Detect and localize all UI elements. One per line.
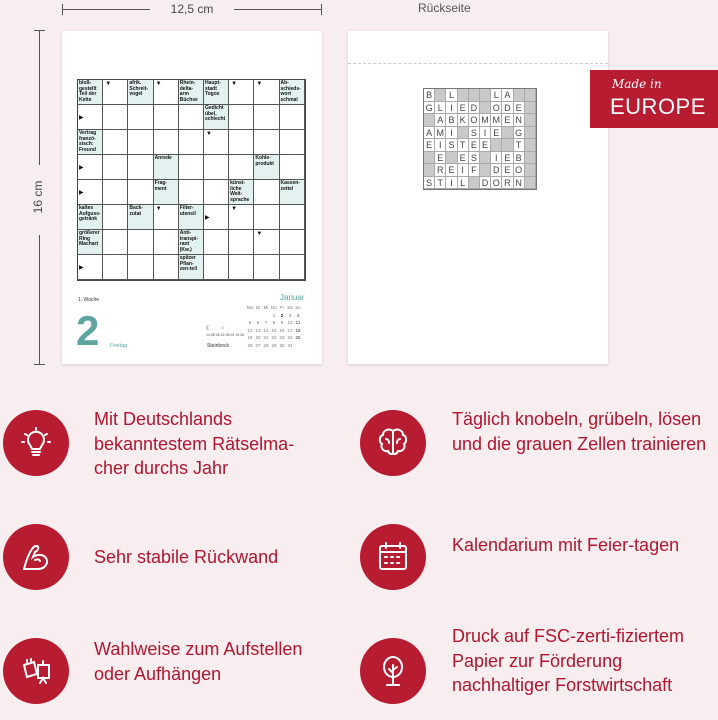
- crossword-cell: [254, 80, 279, 105]
- solution-cell: I: [458, 164, 469, 177]
- solution-cell: [502, 127, 513, 140]
- month-label: Januar: [280, 293, 305, 302]
- arrow-right-icon: ▶: [79, 190, 84, 196]
- calendar-icon: [360, 524, 426, 590]
- crossword-cell: [204, 255, 229, 280]
- solution-cell: R: [435, 164, 446, 177]
- calendar-day: 29: [271, 342, 277, 348]
- crossword-cell: [254, 205, 279, 230]
- solution-cell: [469, 177, 480, 190]
- crossword-cell: [128, 105, 153, 130]
- badge-europe: EUROPE: [610, 94, 706, 119]
- arrow-right-icon: ▶: [79, 115, 84, 121]
- calendar-day: 25: [295, 335, 301, 340]
- crossword-cell: [254, 180, 279, 205]
- calendar-day: 1: [272, 312, 276, 318]
- solution-cell: [525, 139, 536, 152]
- solution-cell: S: [469, 127, 480, 140]
- crossword-cell: [280, 230, 305, 255]
- solution-cell: I: [480, 127, 491, 140]
- solution-cell: [525, 114, 536, 127]
- calendar-day: 4: [296, 312, 300, 318]
- crossword-cell: [280, 155, 305, 180]
- sun-icon: ☼: [220, 325, 226, 331]
- crossword-clue-cell: Kohle-produkt: [254, 155, 279, 180]
- solution-cell: T: [458, 139, 469, 152]
- crossword-cell: [280, 130, 305, 155]
- solution-cell: A: [502, 89, 513, 102]
- crossword-clue-cell: Filter-utensil: [179, 205, 204, 230]
- crossword-cell: [103, 130, 128, 155]
- solution-cell: O: [491, 102, 502, 115]
- solution-cell: [480, 164, 491, 177]
- crossword-cell: [229, 155, 254, 180]
- crossword-cell: [179, 130, 204, 155]
- feature-text: Sehr stabile Rückwand: [94, 547, 279, 567]
- crossword-cell: [78, 155, 103, 180]
- solution-cell: B: [424, 89, 435, 102]
- crossword-clue-cell: spitzer Pflan-zen-teil: [179, 255, 204, 280]
- crossword-clue-cell: Haupt-stadt Togos: [204, 80, 229, 105]
- dashed-divider: [348, 63, 608, 64]
- calendar-day: 30: [279, 342, 285, 348]
- calendar-day: 5: [248, 320, 252, 325]
- calendar-day: [294, 342, 302, 350]
- solution-cell: E: [514, 102, 525, 115]
- crossword-cell: [254, 130, 279, 155]
- solution-cell: L: [446, 89, 457, 102]
- solution-cell: L: [491, 89, 502, 102]
- solution-cell: E: [480, 139, 491, 152]
- tree-icon: [360, 638, 426, 704]
- crossword-clue-cell: Anti-transpi-rant (Kw.): [179, 230, 204, 255]
- calendar-weekday: Mo: [246, 305, 254, 310]
- solution-cell: [480, 89, 491, 102]
- solution-cell: A: [424, 127, 435, 140]
- calendar-weekday: Sa: [287, 305, 293, 310]
- calendar-day: 17: [287, 327, 293, 333]
- crossword-cell: [128, 155, 153, 180]
- crossword-clue-cell: größerer Ring Machart: [78, 230, 103, 255]
- astro-times: 14:58 08:16 08:04 16:26: [206, 333, 244, 337]
- solution-cell: O: [514, 164, 525, 177]
- crossword-cell: [154, 230, 179, 255]
- calendar-weekday: Do: [271, 305, 277, 310]
- dimension-line: [39, 235, 40, 365]
- crossword-cell: [128, 230, 153, 255]
- height-label: 16 cm: [31, 180, 45, 214]
- calendar-day: 18: [295, 327, 301, 333]
- week-label: 1. Woche: [78, 297, 100, 303]
- calendar-day: 24: [287, 335, 293, 340]
- dimension-tick: [321, 4, 322, 15]
- solution-cell: E: [469, 139, 480, 152]
- calendar-day: [246, 312, 254, 320]
- solution-cell: M: [491, 114, 502, 127]
- crossword-cell: [103, 255, 128, 280]
- calendar-day: 20: [255, 335, 261, 340]
- solution-cell: E: [502, 164, 513, 177]
- arrow-down-icon: ▼: [256, 231, 263, 237]
- lightbulb-icon: [3, 410, 69, 476]
- feature-text: Mit Deutschlands bekanntestem Rätselma-cher durchs Jahr: [94, 409, 295, 478]
- crossword-cell: [103, 205, 128, 230]
- solution-grid: [423, 88, 537, 190]
- moon-icon: ☾: [206, 326, 212, 332]
- solution-cell: S: [424, 177, 435, 190]
- calendar-day: 6: [256, 320, 260, 325]
- solution-cell: [424, 164, 435, 177]
- crossword-cell: [204, 205, 229, 230]
- calendar-day: 26: [247, 342, 253, 348]
- mini-calendar: [246, 304, 302, 349]
- crossword-cell: [204, 230, 229, 255]
- calendar-day: 9: [280, 320, 284, 325]
- solution-cell: [525, 89, 536, 102]
- calendar-day: 21: [263, 335, 269, 340]
- solution-cell: E: [458, 152, 469, 165]
- zodiac-sign: Steinbock: [207, 343, 229, 349]
- solution-cell: L: [435, 102, 446, 115]
- feature-text: Täglich knobeln, grübeln, lösen und die grauen Zellen trainieren: [452, 409, 707, 454]
- solution-cell: M: [435, 127, 446, 140]
- crossword-cell: [280, 255, 305, 280]
- solution-cell: O: [491, 177, 502, 190]
- crossword-cell: [254, 105, 279, 130]
- solution-cell: N: [514, 114, 525, 127]
- crossword-clue-cell: bloß-gestellt Teil der Kette: [78, 80, 103, 105]
- solution-cell: F: [469, 164, 480, 177]
- arrow-right-icon: ▶: [204, 215, 210, 221]
- solution-cell: O: [469, 114, 480, 127]
- crossword-clue-cell: Kassen-zettel: [280, 180, 305, 205]
- solution-cell: A: [435, 114, 446, 127]
- arrow-down-icon: ▼: [105, 81, 112, 87]
- solution-cell: [525, 177, 536, 190]
- crossword-cell: [280, 205, 305, 230]
- crossword-cell: [78, 105, 103, 130]
- dimension-line: [234, 9, 322, 10]
- height-dimension: [32, 30, 48, 365]
- crossword-cell: [128, 180, 153, 205]
- crossword-cell: [103, 80, 128, 105]
- calendar-day: 15: [271, 327, 277, 333]
- brain-icon: [360, 410, 426, 476]
- crossword-cell: [154, 205, 179, 230]
- calendar-day: 12: [247, 327, 253, 333]
- solution-cell: I: [446, 127, 457, 140]
- badge-made-in: Made in: [612, 77, 662, 91]
- crossword-grid: [77, 79, 306, 281]
- solution-cell: [525, 102, 536, 115]
- arrow-down-icon: ▼: [231, 206, 238, 212]
- crossword-clue-cell: künst-liche Weit-sprache: [229, 180, 254, 205]
- solution-cell: E: [502, 152, 513, 165]
- calendar-day: 7: [264, 320, 268, 325]
- calendar-weekday: So: [295, 305, 301, 310]
- crossword-cell: [103, 180, 128, 205]
- solution-cell: [458, 127, 469, 140]
- calendar-day: 2: [280, 312, 284, 318]
- crossword-cell: [229, 255, 254, 280]
- solution-cell: L: [458, 177, 469, 190]
- crossword-cell: [204, 180, 229, 205]
- solution-cell: S: [469, 152, 480, 165]
- crossword-cell: [229, 205, 254, 230]
- solution-cell: G: [514, 127, 525, 140]
- solution-cell: R: [502, 177, 513, 190]
- calendar-day: [262, 312, 270, 320]
- calendar-day: 16: [279, 327, 285, 333]
- calendar-weekday: Mi: [263, 305, 269, 310]
- crossword-cell: [179, 155, 204, 180]
- strong-arm-icon: [3, 524, 69, 590]
- calendar-day: 3: [288, 312, 292, 318]
- crossword-cell: [204, 130, 229, 155]
- calendar-weekday: Fr: [279, 305, 285, 310]
- calendar-day: 8: [272, 320, 276, 325]
- made-in-europe-badge: [590, 70, 718, 128]
- calendar-day: 14: [263, 327, 269, 333]
- solution-cell: E: [458, 102, 469, 115]
- solution-cell: [502, 139, 513, 152]
- crossword-cell: [78, 180, 103, 205]
- solution-cell: T: [435, 177, 446, 190]
- arrow-right-icon: ▶: [79, 265, 84, 271]
- feature-text: Wahlweise zum Aufstellen oder Aufhängen: [94, 639, 303, 684]
- solution-cell: B: [514, 152, 525, 165]
- crossword-clue-cell: Anrede: [154, 155, 179, 180]
- crossword-cell: [254, 230, 279, 255]
- solution-cell: E: [491, 127, 502, 140]
- calendar-day: 13: [255, 327, 261, 333]
- solution-cell: K: [458, 114, 469, 127]
- crossword-clue-cell: Gedicht übel, schlecht: [204, 105, 229, 130]
- solution-cell: D: [491, 164, 502, 177]
- crossword-clue-cell: kaltes Aufguss-getränk: [78, 205, 103, 230]
- crossword-cell: [103, 105, 128, 130]
- solution-cell: [446, 152, 457, 165]
- crossword-clue-cell: Back-zutat: [128, 205, 153, 230]
- solution-cell: D: [480, 177, 491, 190]
- crossword-clue-cell: afrik. Schreit-vogel: [128, 80, 153, 105]
- crossword-cell: [103, 155, 128, 180]
- dimension-line: [39, 30, 40, 165]
- back-label: Rückseite: [418, 1, 471, 15]
- calendar-day: 11: [295, 320, 301, 325]
- crossword-cell: [103, 230, 128, 255]
- solution-cell: [458, 89, 469, 102]
- calendar-day: 10: [287, 320, 293, 325]
- arrow-down-icon: ▼: [231, 81, 238, 87]
- crossword-cell: [78, 255, 103, 280]
- crossword-clue-cell: Ab-schieds-wort schmal: [280, 80, 305, 105]
- feature-text: Druck auf FSC-zerti-fiziertem Papier zur Förderung nachhaltiger Forstwirtschaft: [452, 626, 685, 695]
- solution-cell: E: [446, 164, 457, 177]
- solution-cell: S: [446, 139, 457, 152]
- arrow-down-icon: ▼: [155, 81, 162, 87]
- feature-text: Kalendarium mit Feier-tagen: [452, 535, 680, 555]
- crossword-cell: [154, 105, 179, 130]
- solution-cell: T: [514, 139, 525, 152]
- solution-cell: [435, 89, 446, 102]
- calendar-day: [254, 312, 262, 320]
- solution-cell: I: [491, 152, 502, 165]
- solution-cell: [480, 152, 491, 165]
- solution-cell: [424, 114, 435, 127]
- calendar-day: 28: [263, 342, 269, 348]
- stand-hang-icon: [3, 638, 69, 704]
- crossword-cell: [229, 130, 254, 155]
- crossword-clue-cell: Rhein-delta-arm Büchse: [179, 80, 204, 105]
- calendar-back-page: [348, 31, 608, 364]
- solution-cell: [514, 89, 525, 102]
- solution-cell: N: [514, 177, 525, 190]
- solution-cell: B: [446, 114, 457, 127]
- solution-cell: D: [502, 102, 513, 115]
- day-name: Freitag: [110, 343, 128, 349]
- calendar-day: 23: [279, 335, 285, 340]
- width-label: 12,5 cm: [170, 2, 214, 16]
- calendar-weekday: Di: [255, 305, 261, 310]
- day-number: 2: [76, 307, 100, 354]
- solution-cell: I: [446, 177, 457, 190]
- crossword-cell: [154, 130, 179, 155]
- crossword-cell: [128, 130, 153, 155]
- crossword-cell: [204, 155, 229, 180]
- crossword-cell: [128, 255, 153, 280]
- solution-cell: I: [446, 102, 457, 115]
- solution-cell: [480, 102, 491, 115]
- solution-cell: [424, 152, 435, 165]
- solution-cell: E: [424, 139, 435, 152]
- crossword-clue-cell: Vertrag franzö-sisch: Freund: [78, 130, 103, 155]
- crossword-cell: [179, 105, 204, 130]
- solution-cell: I: [435, 139, 446, 152]
- crossword-cell: [229, 230, 254, 255]
- dimension-tick: [34, 364, 45, 365]
- solution-cell: D: [469, 102, 480, 115]
- calendar-day: 27: [255, 342, 261, 348]
- solution-cell: [525, 164, 536, 177]
- width-dimension: [62, 2, 322, 16]
- calendar-day: 22: [271, 335, 277, 340]
- crossword-cell: [229, 80, 254, 105]
- crossword-clue-cell: Frag-ment: [154, 180, 179, 205]
- crossword-cell: [154, 80, 179, 105]
- solution-cell: [491, 139, 502, 152]
- arrow-right-icon: ▶: [79, 165, 84, 171]
- crossword-cell: [280, 105, 305, 130]
- crossword-cell: [179, 180, 204, 205]
- solution-cell: E: [435, 152, 446, 165]
- solution-cell: [525, 127, 536, 140]
- solution-cell: [525, 152, 536, 165]
- arrow-down-icon: ▼: [256, 81, 263, 87]
- solution-cell: [469, 89, 480, 102]
- arrow-down-icon: ▼: [205, 131, 212, 137]
- crossword-cell: [229, 105, 254, 130]
- solution-cell: M: [480, 114, 491, 127]
- solution-cell: G: [424, 102, 435, 115]
- calendar-front-page: [62, 31, 322, 364]
- crossword-cell: [254, 255, 279, 280]
- crossword-cell: [154, 255, 179, 280]
- arrow-down-icon: ▼: [155, 206, 162, 212]
- calendar-day: 31: [287, 342, 293, 348]
- solution-cell: E: [502, 114, 513, 127]
- calendar-day: 19: [247, 335, 253, 340]
